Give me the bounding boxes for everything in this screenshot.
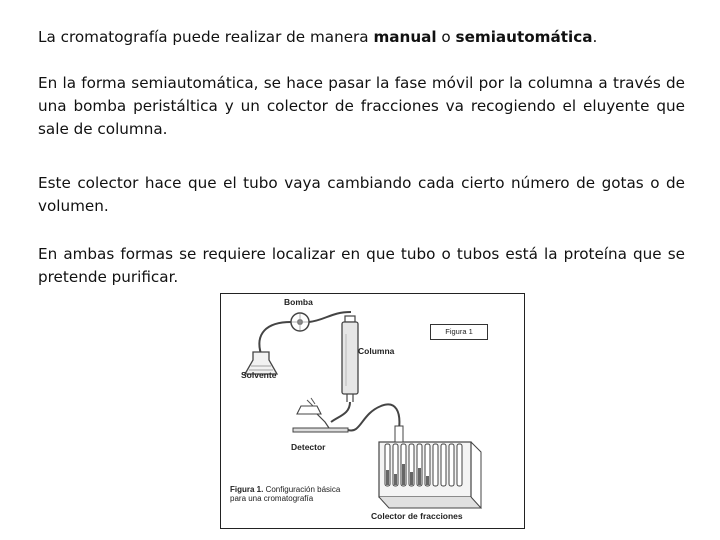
caption-title: Figura 1. [230, 485, 264, 494]
fraction-collector-icon [379, 426, 481, 508]
detector-icon [293, 398, 348, 432]
intro-bold-semiautomatica: semiautomática [455, 28, 593, 46]
intro-period: . [592, 28, 598, 46]
label-solvente: Solvente [241, 370, 277, 380]
label-colector: Colector de fracciones [371, 511, 463, 521]
figure-reference-box: Figura 1 [430, 324, 488, 340]
label-columna: Columna [358, 346, 395, 356]
chromatography-figure [220, 293, 525, 529]
label-bomba: Bomba [284, 297, 313, 307]
paragraph-collector: Este colector hace que el tubo vaya cambiando cada cierto número de gotas o de volumen. [38, 174, 685, 215]
figure-caption [230, 485, 345, 503]
intro-text: La cromatografía puede realizar de manera [38, 28, 374, 46]
paragraph-intro [38, 26, 685, 49]
caption-text: Configuración básica para una cromatografía [230, 485, 341, 503]
paragraph-semiautomatic: En la forma semiautomática, se hace pasar la fase móvil por la columna a través de una bomba peristáltica y un colector de fracciones va recogiendo el eluyente que sale de columna. [38, 74, 685, 138]
column-icon [342, 316, 358, 402]
label-detector: Detector [291, 442, 326, 452]
intro-bold-manual: manual [373, 28, 437, 46]
intro-connector: o [436, 28, 456, 46]
pump-icon [291, 313, 309, 331]
paragraph-protein: En ambas formas se requiere localizar en que tubo o tubos está la proteína que se pretende purificar. [38, 245, 685, 286]
